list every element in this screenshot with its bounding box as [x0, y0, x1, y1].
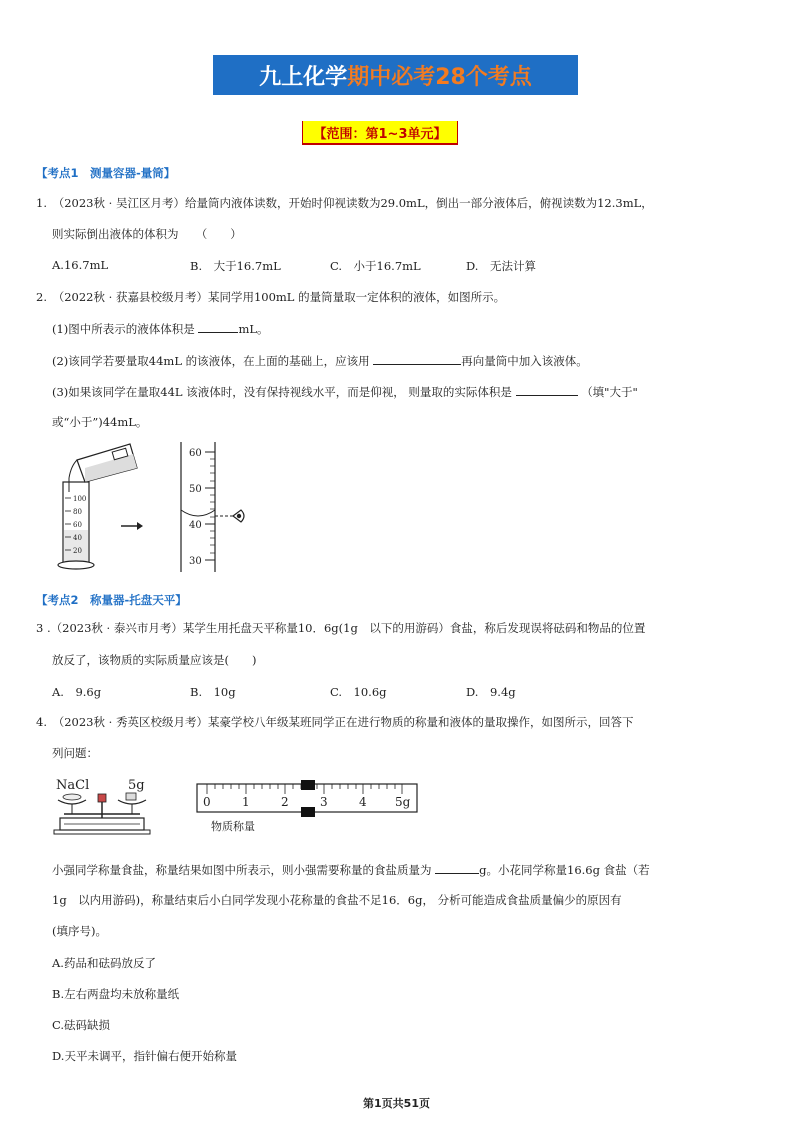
small-tick-80: 80 [73, 508, 82, 516]
q2-pouring-figure [55, 440, 260, 575]
scale-tick-3: 3 [320, 795, 328, 809]
scale-tick-0: 0 [203, 795, 211, 809]
topic1-heading: 【考点1 测量容器-量筒】 [36, 166, 176, 180]
q2-sub3-line2: 或“小于”)44mL。 [52, 415, 148, 429]
scale-tick-2: 2 [281, 795, 289, 809]
scale-tick-5g: 5g [395, 795, 411, 809]
scale-caption: 物质称量 [211, 820, 255, 833]
q3-option-c: C. 10.6g [330, 685, 387, 699]
q2-sub3-pre: (3)如果该同学在量取44L 该液体时，没有保持视线水平，而是仰视， 则量取的实际体积是 [52, 385, 512, 399]
q4-para3: (填序号)。 [52, 924, 107, 938]
rider-top [301, 780, 315, 790]
q2-sub1-pre: (1)图中所表示的液体体积是 [52, 322, 195, 336]
q1-option-d: D. 无法计算 [466, 259, 536, 273]
rider-bottom [301, 807, 315, 817]
large-tick-40: 40 [189, 520, 202, 531]
large-tick-50: 50 [189, 484, 202, 495]
q2-sub3-post: （填"大于" [581, 385, 638, 399]
small-tick-20: 20 [73, 547, 82, 555]
title-part1: 九上化学 [259, 64, 348, 90]
arrow-right-icon [121, 522, 143, 530]
q2-sub2-blank[interactable] [373, 352, 461, 365]
q1-option-c: C. 小于16.7mL [330, 259, 421, 273]
q4-para2: 1g 以内用游码)，称量结束后小白同学发现小花称量的食盐不足16．6g， 分析可能造成食盐质量偏少的原因有 [52, 893, 622, 907]
q3-line1: 3 .（2023秋 · 泰兴市月考）某学生用托盘天平称量10．6g(1g 以下的用游码）食盐，称后发现误将砝码和物品的位置 [36, 621, 646, 635]
q4-line2: 列问题： [52, 746, 98, 760]
q3-option-b: B. 10g [190, 685, 236, 699]
q4-balance-figure [50, 772, 155, 837]
small-tick-40: 40 [73, 534, 82, 542]
nacl-label: NaCl [56, 778, 90, 793]
eye-icon [233, 510, 244, 522]
page-number: 第1页共51页 [363, 1097, 430, 1110]
q1-line2: 则实际倒出液体的体积为 （ ） [52, 227, 242, 241]
title-part2: 期中必考28个考点 [347, 64, 532, 90]
q2-sub1-post: mL。 [238, 322, 269, 336]
q1-line1: 1. （2023秋 · 吴江区月考）给量筒内液体读数，开始时仰视读数为29.0mL，倒出一部分液体后，俯视读数为12.3mL， [36, 196, 653, 210]
scale-tick-4: 4 [359, 795, 367, 809]
weight-label: 5g [128, 778, 145, 793]
scale-tick-1: 1 [242, 795, 250, 809]
q2-sub2-pre: (2)该同学若要量取44mL 的该液体，在上面的基础上，应该用 [52, 354, 370, 368]
small-tick-60: 60 [73, 521, 82, 529]
q4-scale-figure [195, 780, 420, 836]
q3-option-a: A. 9.6g [52, 685, 102, 699]
q4-para1 [52, 861, 650, 878]
cylinder-closeup [181, 442, 233, 572]
title-banner [213, 55, 578, 95]
q2-sub2 [52, 352, 588, 369]
range-banner: 【范围：第1~3单元】 [302, 121, 458, 145]
q4-para1-blank[interactable] [435, 861, 479, 874]
q1-option-b: B. 大于16.7mL [190, 259, 281, 273]
q3-option-d: D. 9.4g [466, 685, 516, 699]
topic2-heading: 【考点2 称量器-托盘天平】 [36, 593, 187, 607]
q2-sub3 [52, 383, 638, 400]
pouring-beaker [69, 444, 137, 482]
q4-line1: 4. （2023秋 · 秀英区校级月考）某豪学校八年级某班同学正在进行物质的称量和液体的量取操作，如图所示，回答下 [36, 715, 634, 729]
q3-line2: 放反了，该物质的实际质量应该是( ) [52, 653, 257, 667]
large-tick-30: 30 [189, 556, 202, 567]
small-tick-100: 100 [73, 495, 87, 503]
q2-sub1 [52, 320, 269, 337]
q2-line1: 2. （2022秋 · 获嘉县校级月考）某同学用100mL 的量筒量取一定体积的液体，如图所示。 [36, 290, 506, 304]
q1-option-a: A.16.7mL [52, 258, 109, 272]
q4-para1-post: g。小花同学称量16.6g 食盐（若 [479, 863, 650, 877]
q2-sub2-post: 再向量筒中加入该液体。 [461, 354, 588, 368]
q4-para1-pre: 小强同学称量食盐，称量结果如图中所表示，则小强需要称量的食盐质量为 [52, 863, 432, 877]
balance-icon [54, 793, 150, 834]
q2-sub1-blank[interactable] [198, 320, 238, 333]
q4-option-b: B.左右两盘均未放称量纸 [52, 987, 180, 1001]
large-tick-60: 60 [189, 448, 202, 459]
q4-option-d: D.天平未调平，指针偏右便开始称量 [52, 1049, 237, 1063]
q4-option-c: C.砝码缺损 [52, 1018, 111, 1032]
q4-option-a: A.药品和砝码放反了 [52, 956, 156, 970]
q2-sub3-blank[interactable] [516, 383, 578, 396]
